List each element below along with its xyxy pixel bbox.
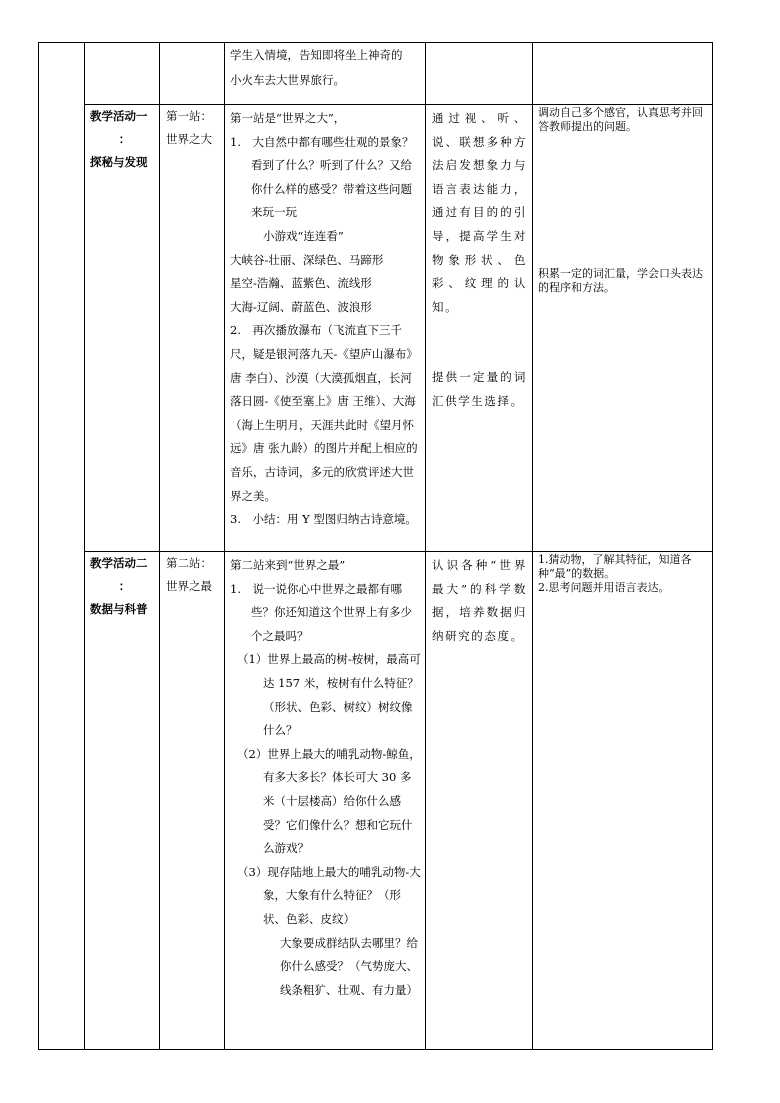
process-line: 星空-浩瀚、蓝紫色、流线形 — [230, 276, 372, 291]
table-row — [39, 43, 713, 105]
goal-cell — [426, 43, 533, 105]
process-cell — [225, 105, 426, 552]
station-label: 第二站： — [166, 556, 212, 570]
process-subitem: （3）现存陆地上最大的哺乳动物-大象，大象有什么特征？（形状、色彩、皮纹） — [237, 864, 421, 926]
goal-text: 通过视、听、说、联想多种方法启发想象力与语言表达能力，通过有目的的引导，提高学生对物象形状、色彩、纹理的认知。 — [432, 111, 527, 314]
activity-colon: ： — [118, 132, 131, 146]
note-cell — [533, 105, 713, 552]
process-step: 1. 大自然中都有哪些壮观的景象？看到了什么？听到了什么？又给你什么样的感受？带着这些问题来玩一玩 — [230, 134, 414, 220]
station-cell — [160, 552, 225, 1050]
table-row — [39, 105, 713, 552]
process-line: 第一站是“世界之大”， — [230, 111, 346, 125]
process-line: 大象要成群结队去哪里？给你什么感受？（气势庞大、线条粗犷、壮观、有力量） — [280, 935, 418, 997]
left-margin-cell — [39, 43, 85, 1050]
activity-cell — [85, 105, 160, 552]
process-line: 小火车去大世界旅行。 — [230, 73, 345, 87]
table-row — [39, 552, 713, 1050]
goal-text: 认识各种“世界最大”的科学数据，培养数据归纳研究的态度。 — [432, 558, 527, 643]
note-cell — [533, 552, 713, 1050]
process-line: 第二站来到“世界之最” — [230, 558, 346, 572]
lesson-plan-page — [38, 42, 712, 1051]
station-cell — [160, 105, 225, 552]
process-step: 2. 再次播放瀑布（飞流直下三千尺，疑是银河落九天-《望庐山瀑布》 唐 李白）、沙漠（大漠孤烟直，长河落日圆-《使至塞上》唐 王维）、大海（海上生明月，天涯共此时《望月怀远》唐 张九龄）的图片并配上相应的音乐，古诗词，多元的欣赏评述大世界之美。 — [230, 323, 418, 503]
note-text: 调动自己多个感官，认真思考并回答教师提出的问题。 — [538, 106, 703, 133]
process-line: 小游戏“连连看” — [263, 228, 344, 243]
note-text: 2.思考问题并用语言表达。 — [538, 581, 670, 594]
process-line: 大峡谷-壮丽、深绿色、马蹄形 — [230, 252, 384, 267]
lesson-plan-table — [38, 42, 713, 1050]
process-subitem: （2）世界上最大的哺乳动物-鲸鱼，有多大多长？体长可大 30 多米（十层楼高）给你什么感受？它们像什么？想和它玩什么游戏？ — [237, 746, 421, 856]
activity-cell — [85, 552, 160, 1050]
activity-title: 教学活动二 — [90, 556, 148, 570]
process-step: 3. 小结：用 Y 型图归纳古诗意境。 — [230, 512, 417, 527]
activity-subtitle: 探秘与发现 — [90, 155, 148, 169]
note-text: 1.猜动物，了解其特征，知道各种“最”的数据。 — [538, 553, 692, 580]
activity-subtitle: 数据与科普 — [90, 602, 148, 616]
process-line: 大海-辽阔、蔚蓝色、波浪形 — [230, 299, 372, 314]
process-subitem: （1）世界上最高的树-桉树，最高可达 157 米，桉树有什么特征？（形状、色彩、树纹）树纹像什么？ — [237, 652, 421, 738]
station-name: 世界之最 — [166, 579, 212, 593]
activity-colon: ： — [118, 579, 131, 593]
activity-title: 教学活动一 — [90, 109, 148, 123]
station-cell — [160, 43, 225, 105]
goal-cell — [426, 552, 533, 1050]
goal-text: 提供一定量的词汇供学生选择。 — [432, 370, 527, 408]
process-step: 1. 说一说你心中世界之最都有哪些？你还知道这个世界上有多少个之最吗？ — [230, 581, 412, 643]
note-text: 积累一定的词汇量，学会口头表达的程序和方法。 — [538, 267, 703, 294]
note-cell — [533, 43, 713, 105]
process-line: 学生入情境，告知即将坐上神奇的 — [230, 48, 403, 62]
station-name: 世界之大 — [166, 132, 212, 146]
process-cell — [225, 43, 426, 105]
process-cell — [225, 552, 426, 1050]
activity-cell — [85, 43, 160, 105]
goal-cell — [426, 105, 533, 552]
station-label: 第一站： — [166, 109, 212, 123]
